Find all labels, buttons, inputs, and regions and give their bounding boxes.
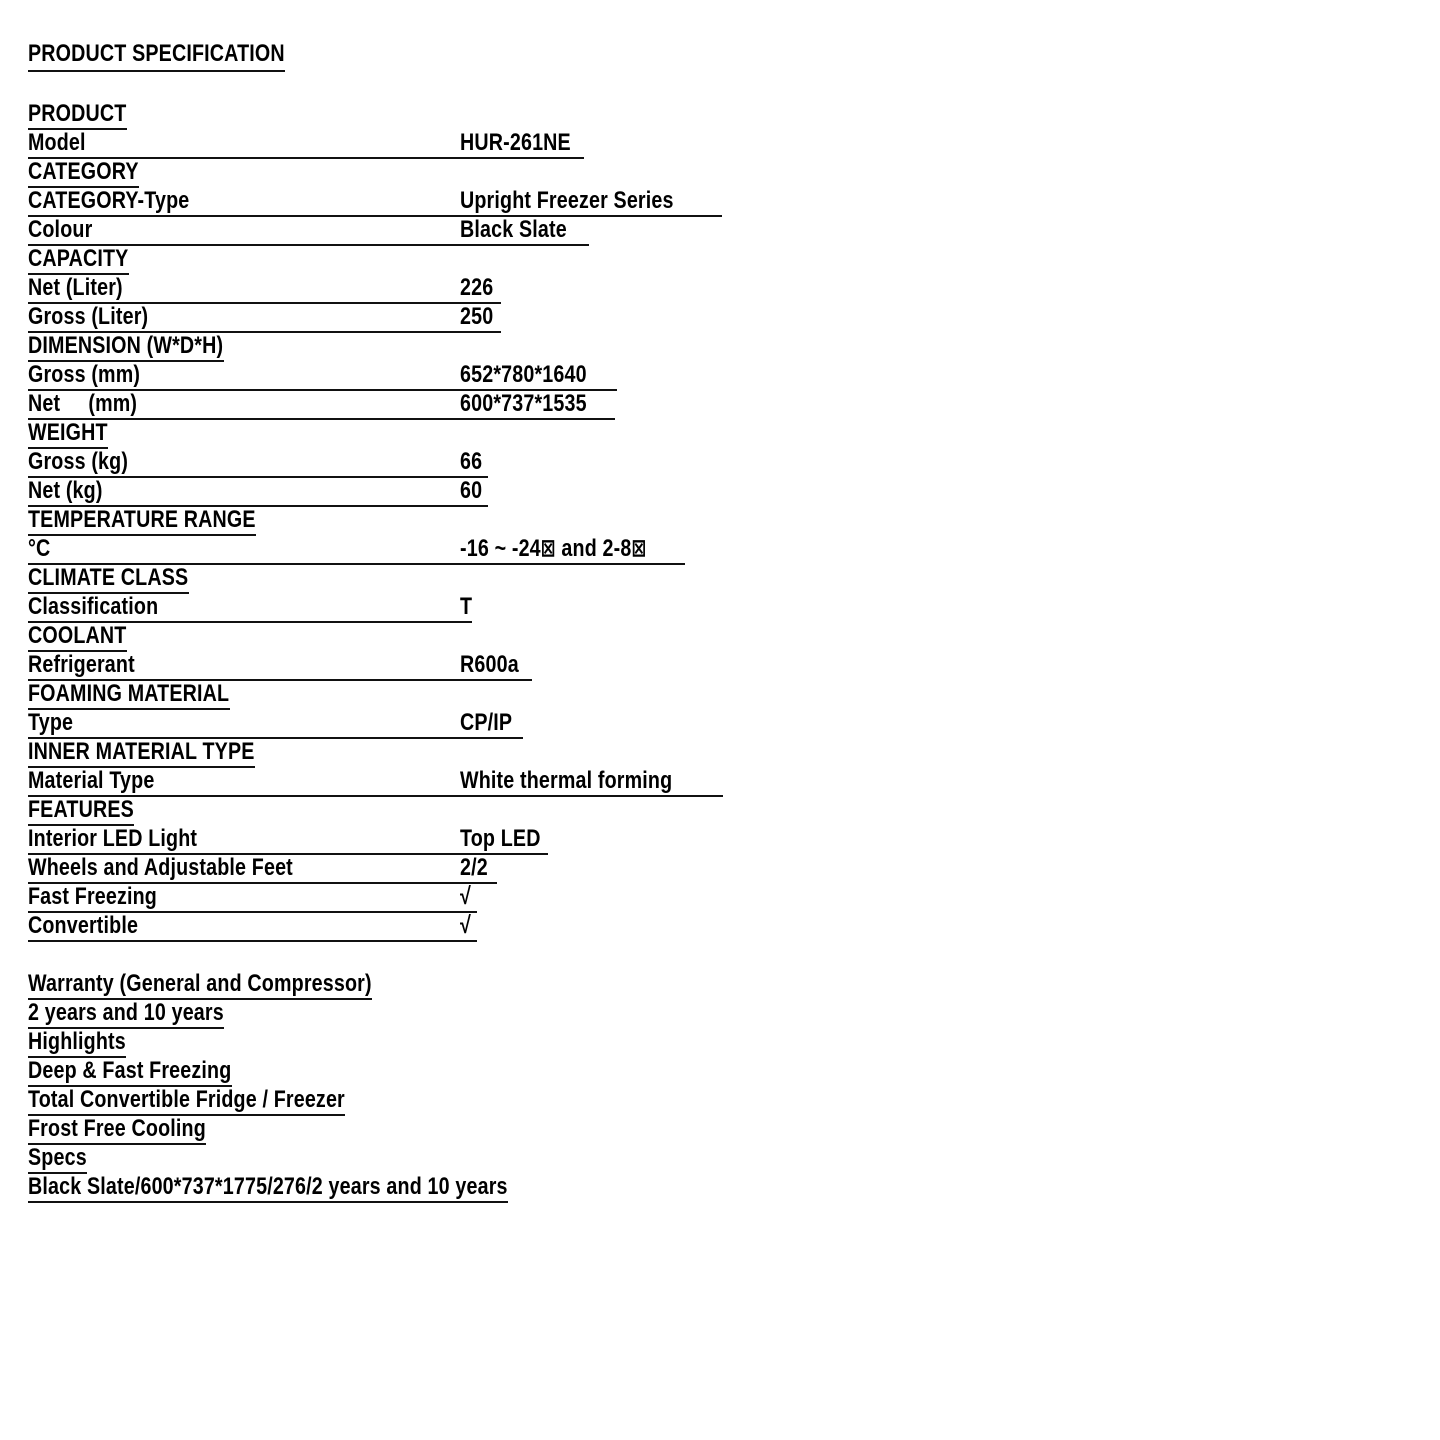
document-title: PRODUCT SPECIFICATION (28, 40, 285, 72)
spec-row-gross-liter (28, 303, 788, 332)
section-heading-capacity: CAPACITY (28, 245, 788, 274)
check-icon: √ (460, 883, 471, 910)
spec-row-gross-kg (28, 448, 788, 477)
spec-row-material-type (28, 767, 788, 796)
spec-row-wheels-feet (28, 854, 788, 883)
spec-value: Black Slate (460, 216, 567, 243)
spec-label: Convertible (28, 912, 139, 939)
spec-value: HUR-261NE (460, 129, 571, 156)
spec-row-classification (28, 593, 788, 622)
spec-value: Top LED (460, 825, 541, 852)
section-heading-foaming-material: FOAMING MATERIAL (28, 680, 788, 709)
specs-heading: Specs (28, 1144, 788, 1173)
spec-row-net-mm (28, 390, 788, 419)
spec-label: Net (mm) (28, 390, 138, 417)
spec-label: Gross (mm) (28, 361, 141, 388)
spec-label: Gross (kg) (28, 448, 129, 475)
spec-label: Fast Freezing (28, 883, 157, 910)
spec-value: 226 (460, 274, 494, 301)
spec-value: 652*780*1640 (460, 361, 587, 388)
spec-row-colour (28, 216, 788, 245)
document-title-row (28, 40, 788, 100)
spec-value: T (460, 593, 473, 620)
spec-label: CATEGORY-Type (28, 187, 190, 214)
spec-row-net-liter (28, 274, 788, 303)
spec-row-model (28, 129, 788, 158)
section-heading-dimension: DIMENSION (W*D*H) (28, 332, 788, 361)
spec-label: Material Type (28, 767, 155, 794)
section-heading-category: CATEGORY (28, 158, 788, 187)
spec-row-net-kg (28, 477, 788, 506)
spec-value: 60 (460, 477, 483, 504)
spec-label: °C (28, 535, 51, 562)
warranty-heading: Warranty (General and Compressor) (28, 970, 788, 999)
spec-label: Wheels and Adjustable Feet (28, 854, 293, 881)
spec-row-category-type (28, 187, 788, 216)
highlight-item: Frost Free Cooling (28, 1115, 788, 1144)
spec-label: Refrigerant (28, 651, 135, 678)
spec-row-interior-led (28, 825, 788, 854)
spec-value: 2/2 (460, 854, 488, 881)
spec-label: Interior LED Light (28, 825, 198, 852)
spec-label: Classification (28, 593, 159, 620)
section-heading-weight: WEIGHT (28, 419, 788, 448)
spec-value: White thermal forming (460, 767, 673, 794)
highlight-item: Total Convertible Fridge / Freezer (28, 1086, 788, 1115)
spec-value: R600a (460, 651, 519, 678)
section-heading-inner-material-type: INNER MATERIAL TYPE (28, 738, 788, 767)
section-spacer (28, 941, 788, 970)
spec-value: CP/IP (460, 709, 513, 736)
spec-row-convertible (28, 912, 788, 941)
spec-label: Net (kg) (28, 477, 103, 504)
section-heading-product: PRODUCT (28, 100, 788, 129)
spec-row-temperature (28, 535, 788, 564)
specs-value: Black Slate/600*737*1775/276/2 years and 10 years (28, 1173, 788, 1202)
spec-value: 600*737*1535 (460, 390, 587, 417)
spec-label: Gross (Liter) (28, 303, 149, 330)
spec-label: Type (28, 709, 74, 736)
spec-row-gross-mm (28, 361, 788, 390)
check-icon: √ (460, 912, 471, 939)
spec-label: Net (Liter) (28, 274, 123, 301)
spec-label: Colour (28, 216, 93, 243)
product-specification-document (28, 40, 788, 1202)
section-heading-climate-class: CLIMATE CLASS (28, 564, 788, 593)
spec-value: Upright Freezer Series (460, 187, 674, 214)
section-heading-temperature-range: TEMPERATURE RANGE (28, 506, 788, 535)
highlight-item: Deep & Fast Freezing (28, 1057, 788, 1086)
spec-label: Model (28, 129, 86, 156)
spec-value: 66 (460, 448, 483, 475)
warranty-value: 2 years and 10 years (28, 999, 788, 1028)
spec-row-fast-freezing (28, 883, 788, 912)
spec-row-refrigerant (28, 651, 788, 680)
highlights-heading: Highlights (28, 1028, 788, 1057)
spec-value: 250 (460, 303, 494, 330)
section-heading-coolant: COOLANT (28, 622, 788, 651)
spec-value: -16 ~ -24⊠ and 2-8⊠ (460, 535, 647, 562)
section-heading-features: FEATURES (28, 796, 788, 825)
spec-row-foaming-type (28, 709, 788, 738)
